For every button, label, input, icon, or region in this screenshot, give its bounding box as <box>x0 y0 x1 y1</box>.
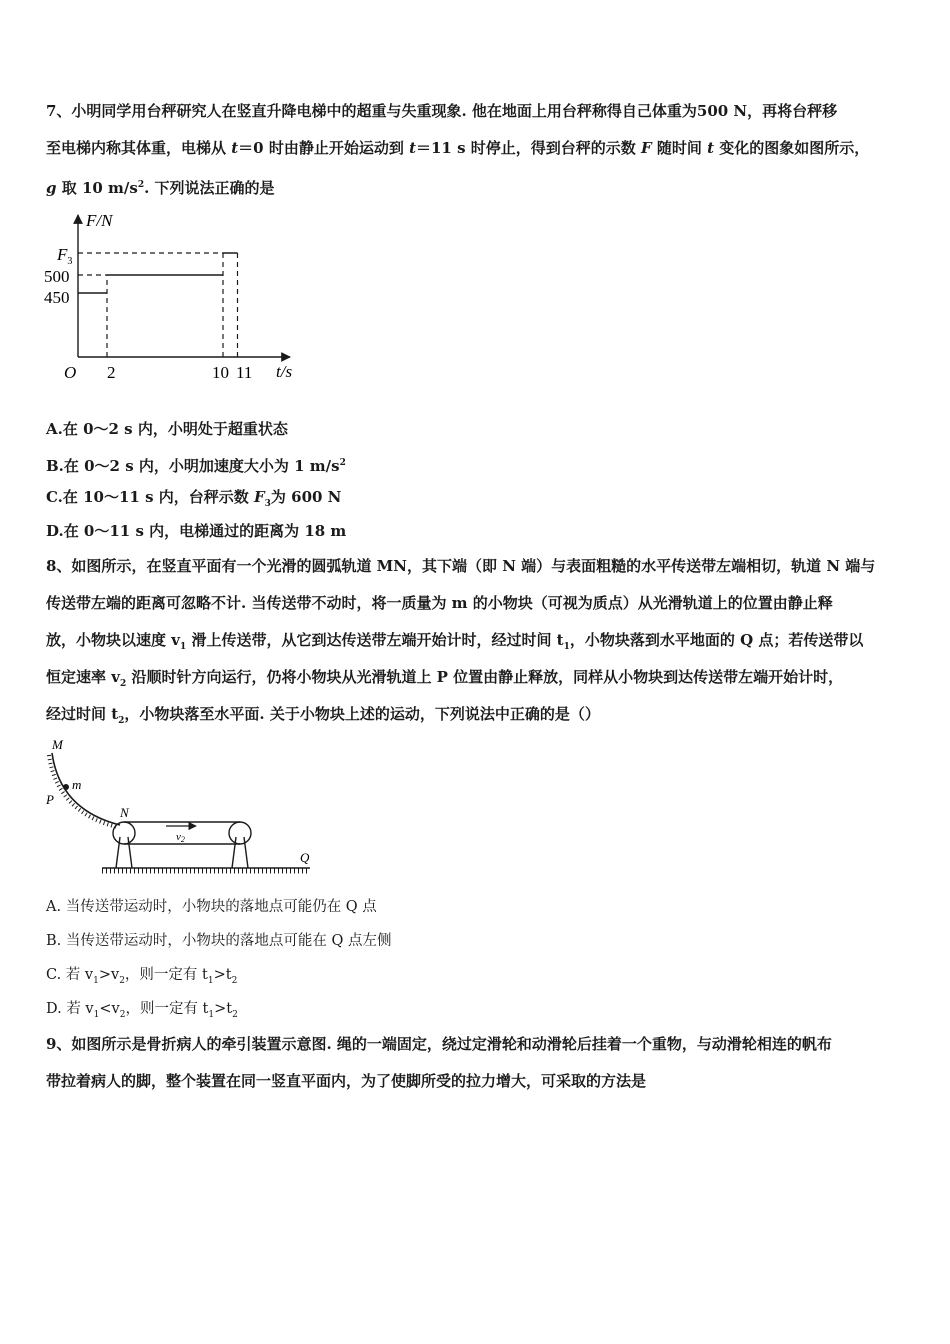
guide-dashes <box>78 253 238 357</box>
q8-line-2: 传送带左端的距离可忽略不计. 当传送带不动时，将一质量为 m 的小物块（可视为质点）从光滑轨道上的位置由静止释 <box>46 594 833 612</box>
label-P: P <box>46 792 54 807</box>
q7-option-a: A.在 0～2 s 内，小明处于超重状态 <box>46 420 288 438</box>
arc-track-hatching <box>49 755 117 827</box>
q8-line-1: 8、如图所示，在竖直平面有一个光滑的圆弧轨道 MN，其下端（即 N 端）与表面粗糙的水平传送带左端相切，轨道 N 端与 <box>46 557 876 575</box>
q7-line-1: 7、小明同学用台秤研究人在竖直升降电梯中的超重与失重现象. 他在地面上用台秤称得自己体重为500 N，再将台秤移 <box>46 102 838 120</box>
q8-line-4: 恒定速率 $v_2$ 沿顺时针方向运行，仍将小物块从光滑轨道上 P 位置由静止释放，同样从小物块到达传送带左端开始计时， <box>46 668 844 689</box>
x-axis-label: t/s <box>276 362 293 381</box>
question-8-text <box>46 548 912 733</box>
q7-option-c: C.在 10～11 s 内，台秤示数 $F_3$为 600 N <box>46 488 342 509</box>
q8-option-a: A. 当传送带运动时，小物块的落地点可能仍在 Q 点 <box>46 899 377 915</box>
block-m <box>63 784 69 790</box>
q8-option-c: C. 若 $v_1>v_2$，则一定有 $t_1>t_2$ <box>46 967 238 986</box>
y-tick-450: 450 <box>44 288 70 307</box>
q8-option-b: B. 当传送带运动时，小物块的落地点可能在 Q 点左侧 <box>46 933 392 949</box>
label-M: M <box>52 737 63 752</box>
question-7-text <box>46 93 912 204</box>
q7-option-d: D.在 0～11 s 内，电梯通过的距离为 18 m <box>46 522 347 540</box>
origin-label: O <box>64 363 77 382</box>
force-time-chart <box>40 205 310 390</box>
q8-line-5: 经过时间 $t_2$，小物块落至水平面. 关于小物块上述的运动，下列说法中正确的是（） <box>46 705 600 726</box>
q7-line-3: g 取 10 $m/s^2$. 下列说法正确的是 <box>46 179 275 197</box>
right-roller <box>229 822 251 844</box>
label-N: N <box>120 805 129 820</box>
y-tick-f3: $F_3$ <box>57 245 73 267</box>
x-tick-11: 11 <box>236 363 253 382</box>
y-tick-500: 500 <box>44 267 70 286</box>
label-v2: v2 <box>176 831 185 844</box>
left-roller <box>113 822 135 844</box>
q8-line-3: 放，小物块以速度 $v_1$ 滑上传送带，从它到达传送带左端开始计时，经过时间 $t_1$，小物块落到水平地面的 Q 点；若传送带以 <box>46 631 864 652</box>
q7-line-2: 至电梯内称其体重，电梯从 t＝0 时由静止开始运动到 t＝11 s 时停止，得到台秤的示数 F 随时间 t 变化的图象如图所示， <box>46 139 870 157</box>
q9-line-2: 带拉着病人的脚，整个装置在同一竖直平面内，为了使脚所受的拉力增大，可采取的方法是 <box>46 1072 647 1090</box>
y-axis-label: F/N <box>86 211 113 230</box>
x-tick-2: 2 <box>107 363 116 382</box>
q9-line-1: 9、如图所示是骨折病人的牵引装置示意图. 绳的一端固定，绕过定滑轮和动滑轮后挂着一个重物，与动滑轮相连的帆布 <box>46 1035 832 1053</box>
q7-option-b: B.在 0～2 s 内，小明加速度大小为 1 $m/s^2$ <box>46 457 346 475</box>
label-m: m <box>72 777 82 792</box>
x-tick-10: 10 <box>212 363 229 382</box>
q8-option-d: D. 若 $v_1<v_2$，则一定有 $t_1>t_2$ <box>46 1001 238 1020</box>
label-Q: Q <box>300 850 310 865</box>
conveyor-figure <box>40 735 320 875</box>
question-9-text <box>46 1026 912 1100</box>
